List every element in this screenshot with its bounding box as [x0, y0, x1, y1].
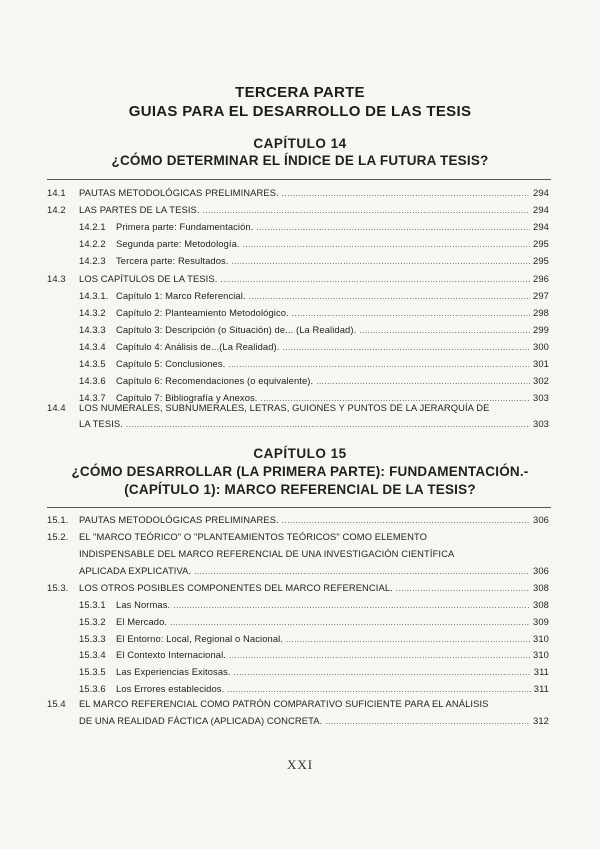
- toc-entry: [79, 614, 549, 630]
- part-title: GUIAS PARA EL DESARROLLO DE LAS TESIS: [128, 103, 472, 120]
- toc-leader: [243, 237, 530, 253]
- toc-leader: [170, 615, 530, 631]
- toc-title: Capítulo 4: Análisis de...(La Realidad).: [116, 340, 280, 352]
- toc-entry: [79, 631, 549, 647]
- toc-page-number: 310: [533, 632, 549, 644]
- toc-page-number: 310: [533, 649, 549, 661]
- page-folio: XXI: [286, 757, 314, 772]
- toc-entry: [79, 597, 549, 613]
- toc-num: 14.3.5: [79, 358, 106, 369]
- toc-num: 15.3.4: [79, 649, 106, 661]
- toc-page-number: 301: [533, 358, 549, 369]
- toc-leader: [194, 564, 530, 580]
- toc-num: 14.3: [47, 272, 66, 284]
- toc-title: Los Errores establecidos.: [116, 683, 225, 694]
- toc-title: PAUTAS METODOLÓGICAS PRELIMINARES.: [79, 514, 279, 525]
- toc-title: Capítulo 1: Marco Referencial.: [116, 289, 246, 301]
- toc-num: 15.3.3: [79, 632, 106, 644]
- toc-num: 15.1.: [47, 514, 69, 525]
- toc-title: Capítulo 2: Planteamiento Metodológico.: [116, 306, 289, 318]
- toc-title: LA TESIS.: [79, 418, 123, 429]
- toc-leader: [173, 598, 530, 614]
- toc-page-number: 308: [533, 582, 549, 593]
- chapter-14-label: CAPÍTULO 14: [253, 136, 347, 151]
- toc-page-number: 302: [533, 375, 549, 387]
- toc-title-line: EL MARCO REFERENCIAL COMO PATRÓN COMPARATIVO SUFICIENTE PARA EL ANÁLISIS: [79, 698, 489, 709]
- chapter-15-title-line-2: (CAPÍTULO 1): MARCO REFERENCIAL DE LA TESIS?: [124, 482, 476, 497]
- toc-title: Capítulo 5: Conclusiones.: [116, 358, 226, 369]
- toc-num: 14.3.6: [79, 375, 106, 387]
- toc-leader: [359, 323, 530, 339]
- toc-entry: [79, 236, 549, 252]
- toc-title: El Entorno: Local, Regional o Nacional.: [116, 632, 284, 644]
- toc-num: 14.2.3: [79, 255, 106, 267]
- toc-page-number: 294: [533, 204, 549, 216]
- toc-entry: [79, 253, 549, 269]
- toc-title: LOS OTROS POSIBLES COMPONENTES DEL MARCO REFERENCIAL.: [79, 582, 393, 593]
- toc-num: 14.2.1: [79, 221, 106, 233]
- toc-title: APLICADA EXPLICATIVA.: [79, 565, 192, 576]
- toc-leader: [396, 581, 530, 597]
- toc-page-number: 306: [533, 514, 549, 525]
- toc-entry: [79, 713, 549, 729]
- toc-title: Capítulo 3: Descripción (o Situación) de... (La Realidad).: [116, 323, 357, 335]
- toc-title: DE UNA REALIDAD FÁCTICA (APLICADA) CONCRETA.: [79, 715, 323, 726]
- toc-title: LAS PARTES DE LA TESIS.: [79, 204, 200, 216]
- toc-num: 15.3.1: [79, 599, 106, 610]
- toc-entry: [79, 322, 549, 338]
- toc-num: 14.3.7: [79, 392, 106, 404]
- toc-leader: [203, 203, 530, 219]
- toc-entry: [79, 305, 549, 321]
- toc-page-number: 312: [533, 715, 549, 726]
- toc-title-line: LOS NUMERALES, SUBNUMERALES, LETRAS, GUIONES Y PUNTOS DE LA JERARQUÍA DE: [79, 402, 490, 413]
- toc-page-number: 298: [533, 306, 549, 318]
- toc-leader: [286, 632, 530, 648]
- toc-leader: [232, 254, 530, 270]
- toc-leader: [282, 340, 530, 356]
- toc-page-number: 299: [533, 323, 549, 335]
- toc-entry: [79, 339, 549, 355]
- toc-title: Las Normas.: [116, 599, 171, 610]
- toc-leader: [234, 665, 531, 681]
- toc-entry: [79, 288, 549, 304]
- toc-entry: [47, 202, 549, 218]
- toc-page-number: 294: [533, 187, 549, 198]
- toc-title: Primera parte: Fundamentación.: [116, 221, 254, 233]
- toc-page-number: 295: [533, 238, 549, 250]
- toc-title: Segunda parte: Metodología.: [116, 238, 240, 250]
- toc-entry: [79, 356, 549, 372]
- toc-num: 15.2.: [47, 531, 69, 542]
- toc-num: 15.3.2: [79, 615, 106, 627]
- chapter-15-label: CAPÍTULO 15: [253, 446, 347, 461]
- toc-page-number: 306: [533, 565, 549, 576]
- toc-entry: [47, 185, 549, 201]
- toc-num: 15.4: [47, 698, 66, 709]
- chapter-15-title-line-1: ¿CÓMO DESARROLLAR (LA PRIMERA PARTE): FUNDAMENTACIÓN.-: [71, 464, 529, 479]
- chapter-14-rule: [47, 179, 551, 180]
- toc-leader: [229, 648, 530, 664]
- toc-page-number: 303: [533, 392, 549, 404]
- toc-num: 15.3.5: [79, 666, 106, 678]
- toc-page-number: 309: [533, 615, 549, 627]
- toc-num: 14.1: [47, 187, 66, 198]
- toc-num: 14.2: [47, 204, 66, 216]
- part-label: TERCERA PARTE: [235, 84, 365, 101]
- toc-leader: [228, 357, 530, 373]
- toc-num: 15.3.: [47, 582, 69, 593]
- chapter-15-rule: [47, 507, 551, 508]
- toc-entry: [79, 563, 549, 579]
- toc-title: Las Experiencias Exitosas.: [116, 666, 231, 678]
- toc-leader: [256, 220, 530, 236]
- toc-entry: [79, 219, 549, 235]
- toc-page-number: 297: [533, 289, 549, 301]
- toc-num: 14.3.3: [79, 323, 106, 335]
- toc-num: 14.3.2: [79, 306, 106, 318]
- toc-leader: [325, 714, 530, 730]
- toc-entry: [47, 580, 549, 596]
- toc-title: Capítulo 6: Recomendaciones (o equivalente).: [116, 375, 314, 387]
- toc-leader: [249, 289, 530, 305]
- toc-leader: [282, 186, 530, 202]
- toc-num: 14.3.1.: [79, 289, 109, 301]
- toc-num: 14.3.4: [79, 340, 106, 352]
- toc-entry: [79, 647, 549, 663]
- toc-page-number: 311: [533, 683, 549, 694]
- toc-title-line: EL "MARCO TEÓRICO" O "PLANTEAMIENTOS TEÓRICOS" COMO ELEMENTO: [79, 531, 428, 542]
- toc-title: El Contexto Internacional.: [116, 649, 226, 661]
- toc-entry: [79, 416, 549, 432]
- toc-num: 15.3.6: [79, 683, 106, 694]
- toc-title: LOS CAPÍTULOS DE LA TESIS.: [79, 272, 218, 284]
- toc-leader: [220, 272, 530, 288]
- toc-title: El Mercado.: [116, 615, 168, 627]
- chapter-14-title: ¿CÓMO DETERMINAR EL ÍNDICE DE LA FUTURA TESIS?: [111, 153, 489, 168]
- toc-title-line: INDISPENSABLE DEL MARCO REFERENCIAL DE UNA INVESTIGACIÓN CIENTÍFICA: [79, 548, 455, 559]
- toc-page-number: 294: [533, 221, 549, 233]
- toc-entry: [47, 512, 549, 528]
- toc-page-number: 295: [533, 255, 549, 267]
- toc-page-number: 296: [533, 272, 549, 284]
- toc-title: PAUTAS METODOLÓGICAS PRELIMINARES.: [79, 187, 279, 198]
- toc-num: 14.4: [47, 402, 66, 413]
- toc-entry: [79, 664, 549, 680]
- toc-page-number: 303: [533, 418, 549, 429]
- toc-leader: [292, 306, 530, 322]
- toc-title: Capítulo 7: Bibliografía y Anexos.: [116, 392, 258, 404]
- toc-page-number: 308: [533, 599, 549, 610]
- toc-title: Tercera parte: Resultados.: [116, 255, 229, 267]
- toc-page-number: 300: [533, 340, 549, 352]
- toc-num: 14.2.2: [79, 238, 106, 250]
- toc-entry: [47, 271, 549, 287]
- toc-page-number: 311: [533, 666, 549, 678]
- toc-leader: [316, 374, 530, 390]
- toc-leader: [126, 417, 530, 433]
- toc-entry: [79, 373, 549, 389]
- toc-leader: [282, 513, 530, 529]
- toc-entry: [79, 681, 549, 697]
